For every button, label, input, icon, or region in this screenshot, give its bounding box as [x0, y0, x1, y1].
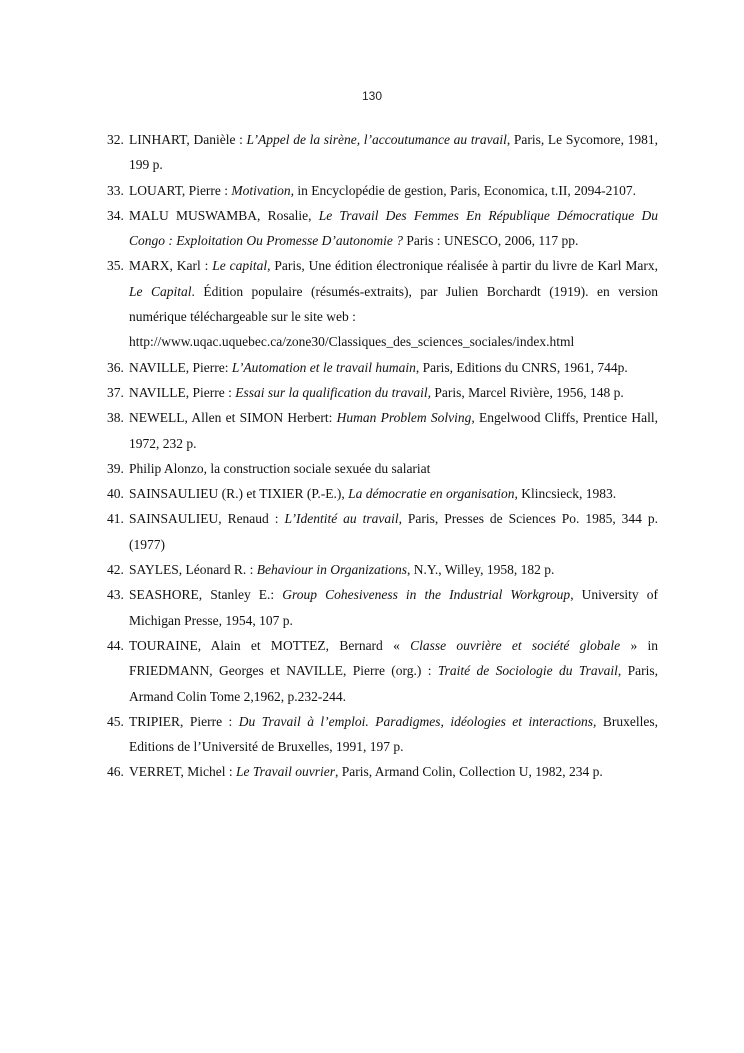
entry-number: 40. [107, 486, 124, 502]
entry-text: » in FRIEDMANN, Georges et NAVILLE, Pierre (org.) : [129, 637, 658, 679]
entry-text: NAVILLE, Pierre : [129, 384, 236, 400]
bibliography-entry [107, 633, 658, 709]
entry-text: , Paris, Une édition électronique réalisée à partir du livre de Karl Marx, [267, 258, 659, 274]
entry-text: , Paris, Editions du CNRS, 1961, 744p. [415, 359, 628, 375]
bibliography-entry [107, 709, 658, 760]
bibliography-entry [107, 557, 658, 582]
entry-number: 32. [107, 132, 124, 147]
bibliography-entry [107, 405, 658, 456]
entry-title: Essai sur la qualification du travail, [235, 384, 431, 400]
entry-text: SAINSAULIEU, Renaud : [129, 511, 285, 527]
entry-text: Philip Alonzo, la construction sociale sexuée du salariat [129, 460, 431, 476]
entry-text: MARX, Karl : [129, 258, 213, 274]
entry-text: . Édition populaire (résumés-extraits), par Julien Borchardt (1919). en version numérique téléchargeable sur le site web : [129, 283, 658, 325]
entry-title: L’Identité au travail [284, 511, 399, 527]
entry-title: Le Travail ouvrier [236, 764, 336, 780]
entry-title: Le Travail Des Femmes En République Démocratique Du Congo : Exploitation Ou Promesse D’autonomie ? [129, 207, 658, 249]
bibliography-entry [107, 759, 658, 784]
entry-text: , University of Michigan Presse, 1954, 107 p. [129, 587, 658, 628]
entry-title: Du Travail à l’emploi. Paradigmes, idéologies et interactions, [238, 713, 597, 729]
entry-number: 44. [107, 637, 124, 653]
bibliography-entry [107, 178, 658, 203]
entry-number: 38. [107, 410, 124, 426]
entry-text: Paris : UNESCO, 2006, 117 pp. [402, 233, 579, 249]
entry-text: , Paris, Presses de Sciences Po. 1985, 344 p. (1977) [129, 511, 658, 552]
entry-title: Motivation, [231, 182, 295, 198]
entry-text: TOURAINE, Alain et MOTTEZ, Bernard « [129, 637, 411, 653]
entry-text: TRIPIER, Pierre : [129, 713, 239, 729]
entry-url[interactable]: http://www.uqac.uquebec.ca/zone30/Classiques_des_sciences_sociales/index.html [129, 334, 575, 350]
entry-number: 46. [107, 764, 124, 780]
entry-text: SAYLES, Léonard R. : [129, 562, 257, 578]
bibliography-list [107, 127, 658, 785]
entry-number: 42. [107, 562, 124, 578]
entry-text: in Encyclopédie de gestion, Paris, Economica, t.II, 2094-2107. [294, 182, 636, 198]
bibliography-entry [107, 127, 658, 178]
entry-number: 35. [107, 258, 124, 274]
entry-number: 34. [107, 207, 124, 223]
bibliography-entry [107, 355, 658, 380]
entry-number: 39. [107, 460, 124, 476]
bibliography-entry [107, 582, 658, 633]
entry-text: Paris, Marcel Rivière, 1956, 148 p. [431, 384, 624, 400]
bibliography-entry [107, 506, 658, 557]
entry-text: , Paris, Armand Colin Tome 2,1962, p.232-244. [129, 663, 658, 704]
entry-text: NEWELL, Allen et SIMON Herbert: [129, 410, 337, 426]
entry-title: Le capital [212, 258, 268, 274]
entry-text: Klincsieck, 1983. [517, 486, 617, 502]
entry-title: L’Appel de la sirène, l’accoutumance au travail [246, 132, 507, 147]
entry-text: LINHART, Danièle : [129, 132, 247, 147]
entry-text: Bruxelles, Editions de l’Université de Bruxelles, 1991, 197 p. [129, 713, 658, 755]
entry-title: Traité de Sociologie du Travail [437, 663, 618, 679]
entry-title: Human Problem Solving [336, 410, 472, 426]
entry-text: SAINSAULIEU (R.) et TIXIER (P.-E.), [129, 486, 349, 502]
entry-number: 41. [107, 511, 124, 527]
entry-text: , N.Y., Willey, 1958, 182 p. [407, 562, 555, 578]
entry-title: Behaviour in Organizations [256, 562, 407, 578]
entry-title: Le Capital [129, 283, 192, 299]
bibliography-entry [107, 253, 658, 354]
entry-text: LOUART, Pierre : [129, 182, 232, 198]
entry-number: 45. [107, 713, 124, 729]
entry-number: 43. [107, 587, 124, 603]
entry-text: SEASHORE, Stanley E.: [129, 587, 283, 603]
entry-text: , Paris, Le Sycomore, 1981, 199 p. [129, 132, 658, 173]
entry-text: , Engelwood Cliffs, Prentice Hall, 1972, 232 p. [129, 410, 659, 451]
entry-title: L’Automation et le travail humain [231, 359, 416, 375]
bibliography-entry [107, 203, 658, 254]
entry-number: 36. [107, 359, 124, 375]
entry-text: NAVILLE, Pierre: [129, 359, 232, 375]
entry-title: Classe ouvrière et société globale [410, 637, 621, 653]
entry-text: MALU MUSWAMBA, Rosalie, [129, 207, 319, 223]
entry-title: La démocratie en organisation, [348, 486, 518, 502]
bibliography-entry [107, 481, 658, 506]
page-number: 130 [361, 89, 383, 103]
entry-text: , Paris, Armand Colin, Collection U, 1982, 234 p. [335, 764, 603, 780]
entry-title: Group Cohesiveness in the Industrial Workgroup [282, 587, 571, 603]
entry-text: VERRET, Michel : [129, 764, 236, 780]
bibliography-entry [107, 380, 658, 405]
entry-number: 37. [107, 384, 124, 400]
entry-number: 33. [107, 182, 124, 198]
bibliography-entry [107, 456, 658, 481]
